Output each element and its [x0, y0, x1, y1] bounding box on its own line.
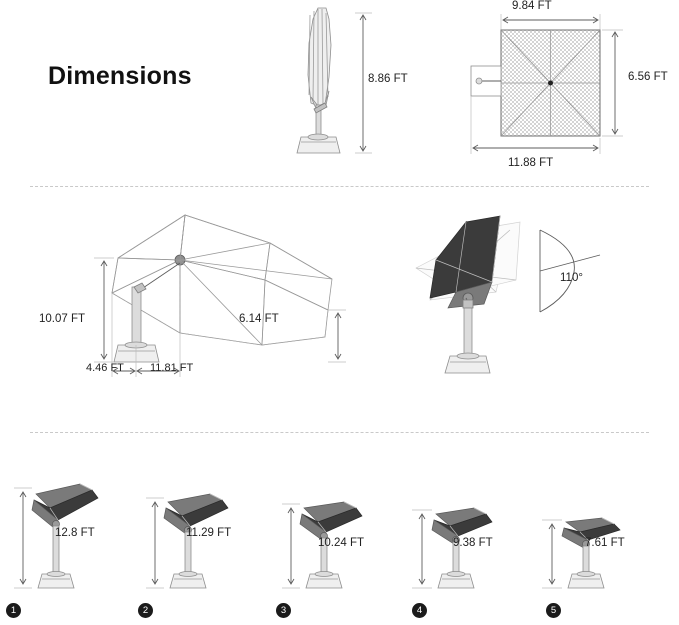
base-dim-a-label: 4.46 FT [86, 362, 124, 374]
page-title: Dimensions [48, 62, 192, 90]
right-height-label: 6.14 FT [239, 313, 279, 325]
step-5-label: 7.61 FT [585, 537, 625, 549]
canopy-plan-view [455, 8, 645, 158]
left-height-label: 10.07 FT [39, 313, 86, 325]
step-marker-4: 4 [412, 603, 427, 618]
step-marker-1: 1 [6, 603, 21, 618]
step-1-label: 12.8 FT [55, 527, 95, 539]
divider-1 [30, 186, 649, 187]
step-3-label: 10.24 FT [318, 537, 365, 549]
step-marker-3: 3 [276, 603, 291, 618]
step-marker-2: 2 [138, 603, 153, 618]
step-2-illustration [146, 486, 256, 596]
step-4-label: 9.38 FT [453, 537, 493, 549]
tilt-range-illustration [400, 200, 630, 385]
step-5-illustration [542, 508, 652, 596]
base-dim-b-label: 11.81 FT [150, 362, 194, 374]
tilt-angle-label: 110° [560, 272, 583, 284]
plan-bottom-width-label: 11.88 FT [508, 157, 554, 169]
step-marker-5: 5 [546, 603, 561, 618]
height-dimension-label: 8.86 FT [368, 73, 408, 85]
step-2-label: 11.29 FT [186, 527, 232, 539]
divider-2 [30, 432, 649, 433]
open-umbrella-wireframe [80, 205, 350, 380]
plan-side-height-label: 6.56 FT [628, 71, 668, 83]
plan-top-width-label: 9.84 FT [512, 0, 552, 12]
